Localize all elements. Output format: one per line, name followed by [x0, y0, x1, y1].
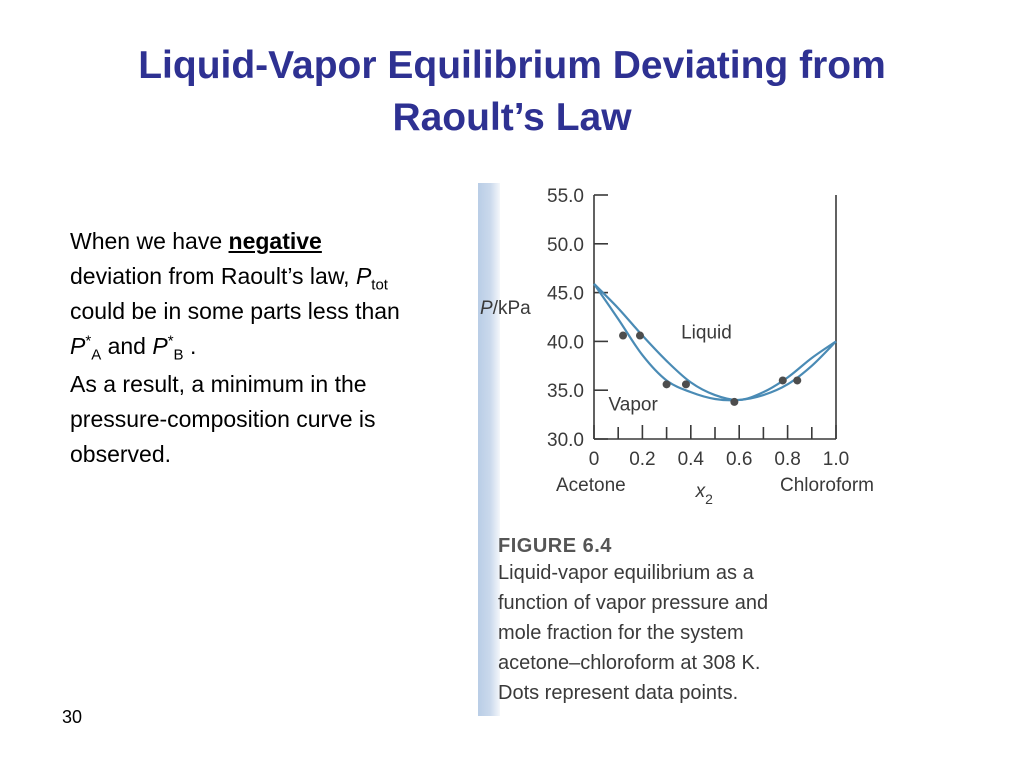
- x-tick-label: 0.8: [774, 449, 801, 470]
- data-point: [636, 332, 644, 340]
- title-line-1: Liquid-Vapor Equilibrium Deviating from: [138, 44, 886, 87]
- caption-line: function of vapor pressure and: [498, 592, 769, 614]
- title-line-2: Raoult’s Law: [392, 96, 632, 139]
- text-run: and: [101, 333, 153, 359]
- data-point: [619, 332, 627, 340]
- caption-line: Dots represent data points.: [498, 682, 739, 704]
- body-text: [70, 224, 405, 472]
- y-tick-label: 40.0: [547, 332, 584, 354]
- superscript-star: *: [167, 332, 174, 350]
- data-point: [793, 376, 801, 384]
- superscript-star: *: [85, 332, 92, 350]
- symbol-p-a: P: [70, 333, 86, 359]
- y-axis-unit: /kPa: [492, 298, 531, 320]
- caption-line: Liquid-vapor equilibrium as a: [498, 562, 754, 584]
- y-tick-label: 30.0: [547, 430, 584, 451]
- text-run: could be in some parts less than: [70, 298, 400, 324]
- caption-text: [498, 558, 870, 708]
- x-tick-label: 1.0: [822, 449, 850, 470]
- subscript-a: A: [91, 346, 102, 364]
- figure-panel: [478, 183, 880, 716]
- series-label-liquid: Liquid: [681, 322, 732, 344]
- x-left-label: Acetone: [556, 475, 626, 496]
- text-run: When we have: [70, 228, 229, 254]
- subscript-b: B: [173, 346, 184, 364]
- y-tick-label: 55.0: [547, 186, 584, 207]
- text-run: deviation from Raoult’s law,: [70, 263, 356, 289]
- caption-line: mole fraction for the system: [498, 622, 744, 644]
- data-point: [663, 380, 671, 388]
- subscript-tot: tot: [371, 276, 388, 294]
- symbol-p: P: [355, 263, 372, 289]
- y-tick-label: 45.0: [547, 283, 584, 305]
- paragraph-negative-deviation: [70, 224, 405, 364]
- page-number: 30: [62, 707, 83, 727]
- data-point: [730, 398, 738, 406]
- symbol-p-b: P: [152, 333, 168, 359]
- keyword-negative: negative: [228, 228, 322, 254]
- figure-caption: [498, 535, 870, 708]
- y-tick-label: 50.0: [547, 234, 584, 256]
- x-tick-label: 0.2: [629, 449, 656, 470]
- figure-label: FIGURE 6.4: [498, 535, 612, 557]
- y-axis-symbol: P: [480, 298, 493, 320]
- x-axis-subscript: 2: [705, 491, 713, 507]
- pressure-composition-chart: [478, 183, 880, 543]
- caption-line: acetone–chloroform at 308 K.: [498, 652, 761, 674]
- text-run: .: [183, 333, 197, 359]
- slide-title: [40, 40, 984, 144]
- x-right-label: Chloroform: [780, 475, 874, 496]
- x-tick-label: 0.4: [677, 449, 705, 470]
- x-tick-label: 0: [588, 449, 600, 470]
- y-tick-label: 35.0: [547, 381, 584, 403]
- series-label-vapor: Vapor: [608, 394, 658, 416]
- data-point: [682, 380, 690, 388]
- x-axis-symbol: x: [695, 481, 706, 502]
- paragraph-minimum: As a result, a minimum in the pressure-composition curve is observed.: [70, 371, 376, 467]
- y-axis-label: [480, 298, 531, 319]
- x-axis-label: [695, 481, 714, 507]
- data-point: [779, 376, 787, 384]
- x-tick-label: 0.6: [725, 449, 753, 470]
